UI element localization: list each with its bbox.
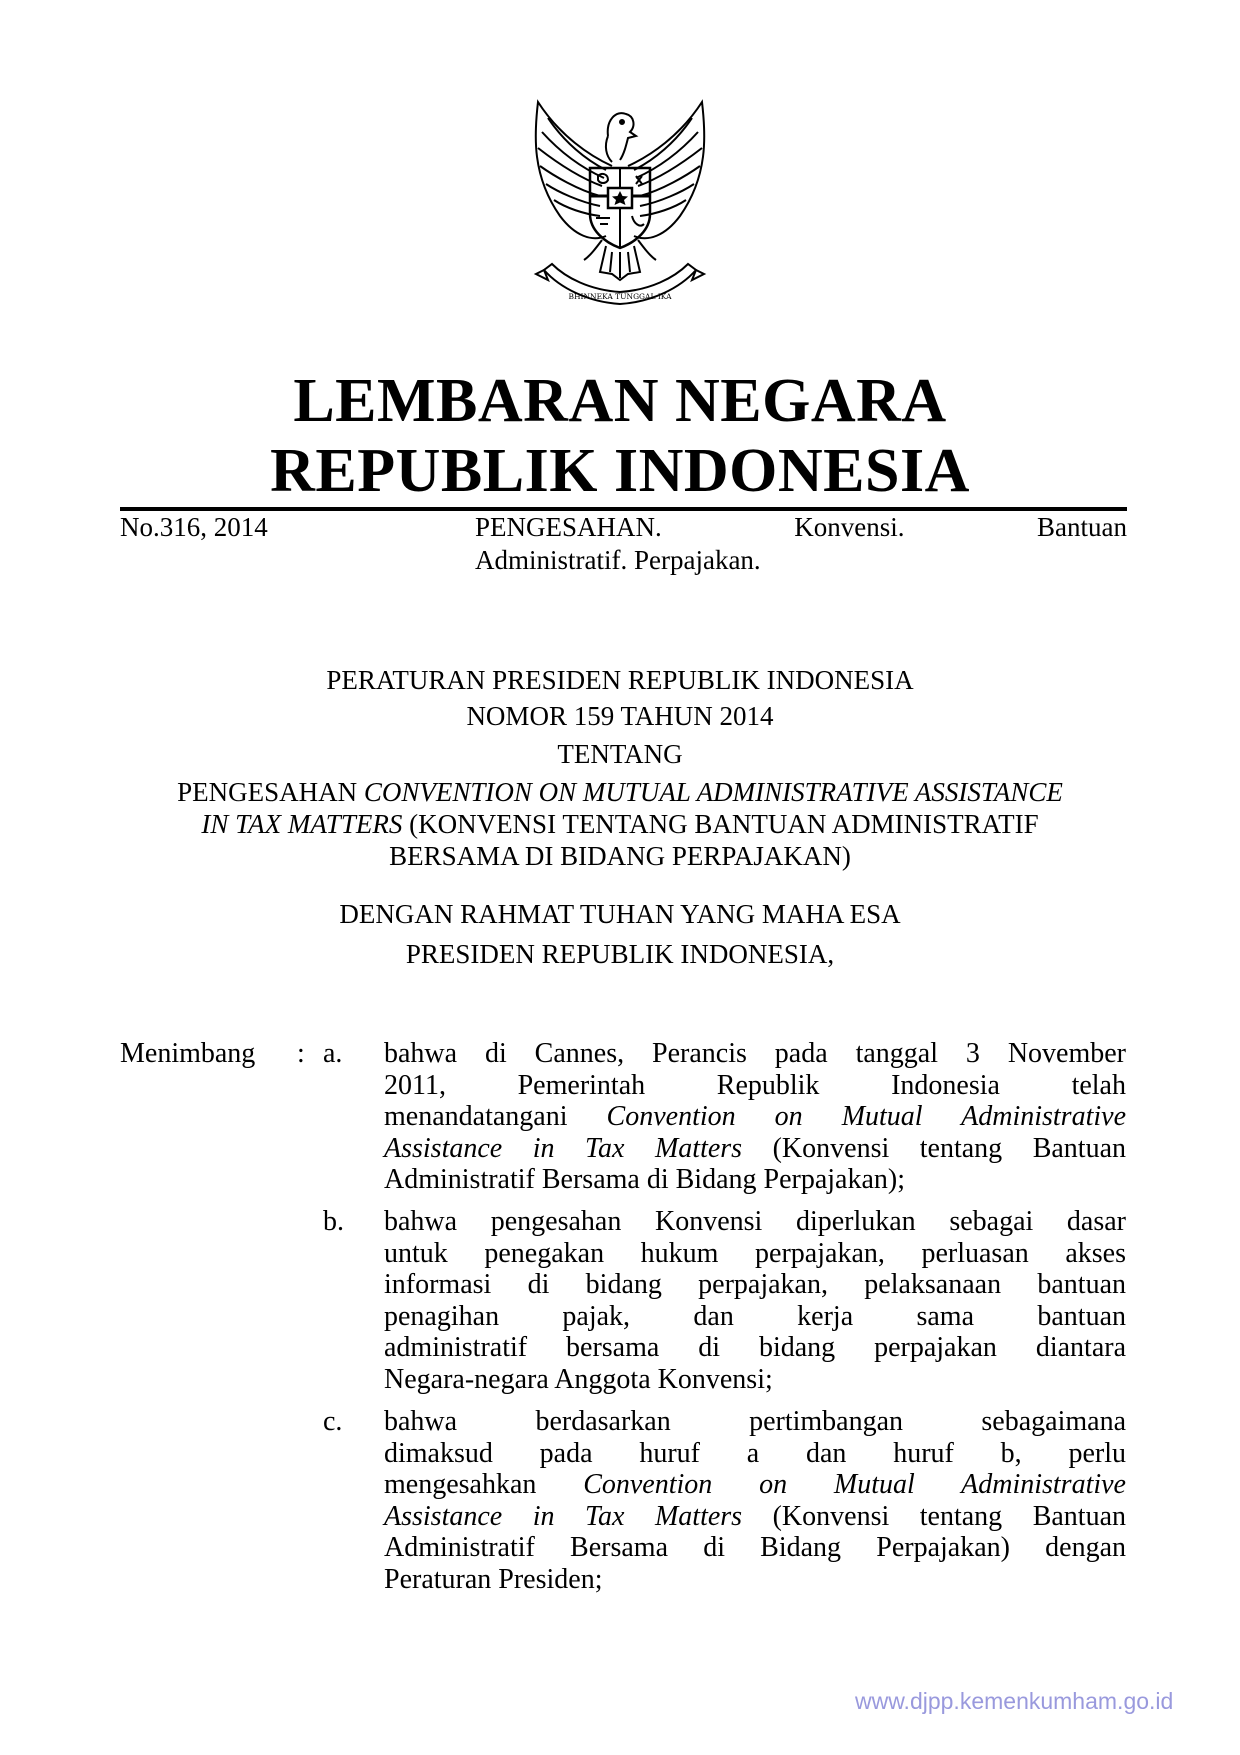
item-line — [384, 1301, 1126, 1333]
issue-number: No.316, 2014 — [120, 512, 268, 542]
item-text: informasi di bidang perpajakan, pelaksanaan bantuan — [384, 1269, 1126, 1300]
item-text: bahwa berdasarkan pertimbangan sebagaimana — [384, 1406, 1126, 1437]
considering-item-c — [384, 1406, 1126, 1595]
item-text: Peraturan Presiden; — [384, 1563, 603, 1595]
item-line — [384, 1406, 1126, 1438]
item-line — [384, 1206, 1126, 1238]
considering-item-b — [384, 1206, 1126, 1395]
item-line — [384, 1238, 1126, 1270]
item-italic-text: Assistance in Tax Matters — [384, 1132, 743, 1164]
item-text: bahwa di Cannes, Perancis pada tanggal 3 November — [384, 1038, 1126, 1069]
considering-item-a — [384, 1038, 1126, 1196]
regulation-title-rest: (KONVENSI TENTANG BANTUAN ADMINISTRATIF — [402, 809, 1039, 839]
item-italic-text: Convention on Mutual Administrative — [583, 1469, 1126, 1500]
item-text: administratif bersama di bidang perpajakan diantara — [384, 1332, 1126, 1363]
item-text: untuk penegakan hukum perpajakan, perluasan akses — [384, 1237, 1126, 1269]
issue-subject — [475, 511, 1127, 577]
item-text: Administratif Bersama di Bidang Perpajakan) dengan — [384, 1532, 1126, 1563]
item-line — [384, 1501, 1126, 1533]
item-line — [384, 1038, 1126, 1070]
item-letter: c. — [323, 1406, 343, 1437]
item-text: penagihan pajak, dan kerja sama bantuan — [384, 1300, 1126, 1332]
regulation-title-line-3: BERSAMA DI BIDANG PERPAJAKAN) — [389, 841, 851, 871]
masthead-line-2: REPUBLIK INDONESIA — [270, 437, 970, 505]
item-line — [384, 1101, 1126, 1133]
item-text: (Konvensi tentang Bantuan — [742, 1132, 1126, 1164]
regulation-title-italic: IN TAX MATTERS — [201, 809, 403, 839]
item-line — [384, 1269, 1126, 1301]
item-text: menandatangani — [384, 1101, 607, 1132]
item-italic-text: Assistance in Tax Matters — [384, 1500, 743, 1532]
item-letter: b. — [323, 1206, 344, 1237]
regulation-title-prefix: PENGESAHAN — [177, 777, 364, 807]
item-line — [384, 1564, 1126, 1596]
regulation-type: PERATURAN PRESIDEN REPUBLIK INDONESIA — [326, 665, 914, 695]
garuda-pancasila-emblem-icon — [520, 96, 720, 308]
issue-subject-line-1 — [475, 511, 1127, 544]
considering-label: Menimbang — [120, 1038, 256, 1069]
footer-url: www.djpp.kemenkumham.go.id — [855, 1688, 1174, 1714]
item-text: dimaksud pada huruf a dan huruf b, perlu — [384, 1437, 1126, 1469]
item-text: (Konvensi tentang Bantuan — [742, 1500, 1126, 1532]
item-italic-text: Convention on Mutual Administrative — [606, 1101, 1126, 1132]
emblem-motto: BHINNEKA TUNGGAL IKA — [568, 292, 672, 301]
regulation-title-line-2 — [120, 808, 1120, 840]
item-line — [384, 1332, 1126, 1364]
regulation-title-italic: CONVENTION ON MUTUAL ADMINISTRATIVE ASSISTANCE — [363, 777, 1063, 807]
issue-subject-word: Bantuan — [1037, 512, 1127, 542]
item-text: bahwa pengesahan Konvensi diperlukan sebagai dasar — [384, 1206, 1126, 1237]
item-line — [384, 1133, 1126, 1165]
item-line — [384, 1469, 1126, 1501]
issue-subject-word: PENGESAHAN. — [475, 512, 662, 542]
item-text: 2011, Pemerintah Republik Indonesia telah — [384, 1069, 1126, 1101]
invocation: DENGAN RAHMAT TUHAN YANG MAHA ESA — [339, 899, 901, 929]
item-text: Negara-negara Anggota Konvensi; — [384, 1363, 773, 1395]
item-line — [384, 1364, 1126, 1396]
item-text: mengesahkan — [384, 1469, 584, 1500]
item-line — [384, 1532, 1126, 1564]
regulation-title-line-1 — [120, 776, 1120, 808]
regulation-about: TENTANG — [557, 739, 683, 769]
item-line — [384, 1438, 1126, 1470]
item-line — [384, 1070, 1126, 1102]
masthead-line-1: LEMBARAN NEGARA — [293, 367, 947, 435]
issue-subject-word: Konvensi. — [794, 512, 905, 542]
item-letter: a. — [323, 1038, 343, 1069]
item-text: Administratif Bersama di Bidang Perpajakan); — [384, 1164, 905, 1195]
issuer: PRESIDEN REPUBLIK INDONESIA, — [405, 939, 835, 969]
regulation-number: NOMOR 159 TAHUN 2014 — [466, 701, 774, 731]
item-line — [384, 1164, 1126, 1196]
issue-subject-line-2: Administratif. Perpajakan. — [475, 545, 761, 575]
considering-colon: : — [297, 1038, 305, 1069]
